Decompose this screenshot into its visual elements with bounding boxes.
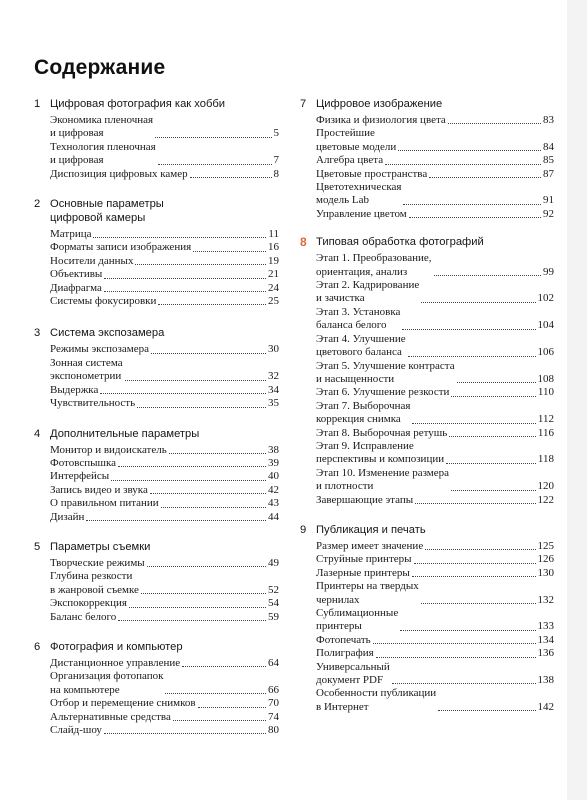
dot-leader [173,720,266,721]
entry-page-number: 35 [268,397,279,410]
entry-title: Слайд-шоу [50,724,102,736]
entry-page-number: 64 [268,656,279,669]
dot-leader [373,643,536,644]
dot-leader [150,493,266,494]
entry-title: Этап 5. Улучшение контраста и насыщенности [316,359,455,385]
toc-column-left [34,97,279,737]
entry-page-number: 24 [268,281,279,294]
toc-entry[interactable] [316,154,554,167]
entry-title: Запись видео и звука [50,483,148,496]
entry-title: Альтернативные средства [50,710,171,723]
dot-leader [118,466,266,467]
dot-leader [151,353,266,354]
dot-leader [376,657,536,658]
entry-page-number: 32 [268,370,279,383]
entry-page-number: 130 [537,566,554,579]
toc-entry[interactable] [50,295,279,308]
toc-entry[interactable] [316,607,554,634]
dot-leader [104,733,266,734]
toc-entry[interactable] [316,567,554,580]
toc-entry[interactable] [316,208,554,221]
dot-leader [104,278,266,279]
toc-entry[interactable] [50,114,279,141]
entry-page-number: 108 [537,372,554,385]
entry-page-number: 39 [268,456,279,469]
entry-title: Глубина резкости в жанровой съемке [50,570,139,596]
entry-page-number: 136 [537,647,554,660]
entry-title: Фотовспышка [50,456,117,469]
dot-leader [161,507,266,508]
chapter-number: 3 [34,327,41,340]
entry-title: О правильном питании [50,497,159,510]
entry-page-number: 40 [268,470,279,483]
chapter-heading[interactable] [34,326,279,340]
dot-leader [429,177,541,178]
chapter-title: Параметры съемки [50,540,151,553]
chapter-entries [50,343,279,410]
entry-title: Физика и физиология цвета [316,114,446,126]
chapter-heading[interactable] [300,235,554,249]
toc-entry[interactable] [50,141,279,168]
dot-leader [135,264,266,265]
entry-title: Принтеры на твердых чернилах [316,580,419,606]
toc-entry[interactable] [50,470,279,483]
entry-page-number: 104 [537,319,554,332]
entry-title: Диафрагма [50,281,102,294]
entry-page-number: 83 [543,114,554,126]
dot-leader [425,549,535,550]
entry-page-number: 99 [543,265,554,278]
entry-page-number: 25 [268,295,279,308]
toc-entry[interactable] [50,711,279,724]
entry-title: Этап 3. Установка баланса белого [316,305,401,332]
chapter-entries [316,540,554,714]
dot-leader [421,302,535,303]
toc-entry[interactable] [50,597,279,610]
toc-entry[interactable] [316,494,554,507]
toc-entry[interactable] [316,333,554,360]
entry-page-number: 43 [268,497,279,510]
entry-title: Технология пленочная и цифровая [50,140,156,167]
dot-leader [111,480,266,481]
dot-leader [385,164,541,165]
entry-page-number: 49 [268,556,279,569]
toc-entry[interactable] [316,661,554,688]
entry-page-number: 106 [537,346,554,359]
dot-leader [398,150,541,151]
chapter-number: 5 [34,540,41,553]
entry-title: Сублимационные принтеры [316,607,399,633]
entry-title: Баланс белого [50,610,117,623]
dot-leader [147,566,266,567]
entry-title: Особенности публикации в Интернет [316,687,437,713]
entry-page-number: 91 [543,194,554,207]
dot-leader [392,683,536,684]
entry-title: Этап 10. Изменение размера и плотности [316,466,450,493]
toc-entry[interactable] [50,657,279,670]
chapter-title: Основные параметры цифровой камеры [50,198,164,225]
entry-page-number: 54 [268,597,279,610]
chapter-title: Публикация и печать [316,523,426,536]
entry-title: Струйные принтеры [316,553,412,566]
entry-page-number: 70 [268,697,279,710]
dot-leader [457,382,536,383]
entry-page-number: 138 [537,674,554,687]
chapter-entries [316,252,554,507]
dot-leader [409,217,541,218]
toc-chapter [34,640,279,737]
toc-entry[interactable] [50,557,279,570]
entry-page-number: 142 [537,700,554,713]
entry-page-number: 112 [537,413,554,426]
entry-page-number: 85 [543,154,554,167]
chapter-title: Система экспозамера [50,327,165,340]
dot-leader [182,666,266,667]
toc-entry[interactable] [316,114,554,127]
toc-entry[interactable] [50,484,279,497]
dot-leader [93,237,266,238]
dot-leader [165,693,266,694]
dot-leader [118,620,266,621]
entry-title: Режимы экспозамера [50,343,149,356]
entry-page-number: 30 [268,343,279,356]
toc-entry[interactable] [316,306,554,333]
entry-page-number: 80 [268,724,279,736]
toc-entry[interactable] [316,634,554,647]
page-edge [567,0,587,800]
chapter-number: 2 [34,198,41,211]
toc-entry[interactable] [316,127,554,154]
entry-title: Дистанционное управление [50,656,181,669]
toc-entry[interactable] [316,540,554,553]
chapter-heading[interactable] [34,97,279,111]
chapter-heading[interactable] [34,427,279,441]
entry-title: Завершающие этапы [316,493,414,506]
entry-title: Этап 2. Кадрирование и зачистка [316,279,420,305]
entry-title: Этап 7. Выборочная коррекция снимка [316,399,411,426]
toc-entry[interactable] [50,611,279,624]
entry-page-number: 102 [537,292,554,305]
chapter-heading[interactable] [34,197,279,225]
entry-title: Цветотехническая модель Lab [316,181,402,207]
chapter-entries [50,228,279,308]
chapter-number: 7 [300,98,307,110]
dot-leader [402,329,535,330]
dot-leader [412,576,536,577]
dot-leader [141,593,266,594]
entry-page-number: 84 [543,140,554,153]
toc-entry[interactable] [316,252,554,279]
entry-page-number: 122 [537,493,554,506]
entry-title: Системы фокусировки [50,295,157,308]
entry-title: Экспокоррекция [50,597,127,610]
toc-entry[interactable] [50,697,279,710]
chapter-title: Дополнительные параметры [50,427,200,440]
toc-chapter [34,97,279,181]
dot-leader [169,453,266,454]
dot-leader [408,356,536,357]
dot-leader [198,707,266,708]
entry-title: Универсальный документ PDF [316,660,390,687]
toc-entry[interactable] [316,427,554,440]
toc-entry[interactable] [50,241,279,254]
chapter-number: 9 [300,523,307,536]
page-title: Содержание [34,56,166,79]
toc-entry[interactable] [50,497,279,510]
toc-entry[interactable] [316,440,554,467]
chapter-entries [316,114,554,221]
entry-title: Лазерные принтеры [316,566,410,579]
chapter-heading[interactable] [34,540,279,554]
dot-leader [415,503,535,504]
entry-title: Размер имеет значение [316,539,424,552]
entry-title: Алгебра цвета [316,154,384,167]
dot-leader [193,251,266,252]
entry-page-number: 125 [537,539,554,552]
toc-entry[interactable] [50,397,279,410]
entry-page-number: 87 [543,167,554,180]
entry-page-number: 11 [268,228,279,241]
dot-leader [449,436,536,437]
entry-page-number: 5 [273,127,279,140]
entry-title: Простейшие цветовые модели [316,127,397,153]
entry-title: Отбор и перемещение снимков [50,697,196,710]
entry-title: Организация фотопапок на компьютере [50,670,164,696]
entry-page-number: 16 [268,241,279,254]
dot-leader [451,490,535,491]
toc-entry[interactable] [316,400,554,427]
chapter-number: 4 [34,427,41,440]
chapter-heading[interactable] [300,97,554,111]
entry-page-number: 118 [537,453,554,466]
dot-leader [86,520,266,521]
chapter-number: 1 [34,98,41,110]
entry-page-number: 116 [537,426,554,439]
dot-leader [104,291,266,292]
entry-page-number: 19 [268,254,279,267]
entry-title: Форматы записи изображения [50,241,192,254]
toc-entry[interactable] [316,553,554,566]
toc-entry[interactable] [50,282,279,295]
chapter-title: Фотография и компьютер [50,640,183,653]
toc-entry[interactable] [50,168,279,181]
toc-entry[interactable] [50,444,279,457]
entry-page-number: 34 [268,383,279,396]
entry-page-number: 44 [268,510,279,523]
entry-title: Диспозиция цифровых камер [50,167,188,180]
chapter-number: 6 [34,640,41,653]
dot-leader [451,396,536,397]
entry-title: Этап 6. Улучшение резкости [316,386,450,399]
entry-page-number: 110 [537,386,554,399]
dot-leader [446,463,536,464]
toc-entry[interactable] [316,279,554,306]
entry-title: Матрица [50,228,92,241]
entry-title: Объективы [50,268,103,281]
dot-leader [414,563,536,564]
entry-page-number: 7 [273,154,279,167]
toc-entry[interactable] [316,181,554,208]
entry-page-number: 59 [268,610,279,623]
toc-chapter [300,235,554,507]
entry-page-number: 8 [273,167,279,180]
toc-chapter [300,523,554,714]
entry-title: Этап 1. Преобразование, ориентация, анализ [316,252,432,278]
chapter-entries [50,114,279,181]
entry-page-number: 120 [537,480,554,493]
entry-title: Чувствительность [50,397,136,410]
entry-page-number: 126 [537,553,554,566]
toc-chapter [300,97,554,221]
toc-entry[interactable] [50,268,279,281]
entry-title: Монитор и видоискатель [50,443,167,456]
dot-leader [448,123,541,124]
toc-chapter [34,427,279,524]
entry-page-number: 92 [543,207,554,220]
entry-page-number: 52 [268,583,279,596]
toc-entry[interactable] [316,647,554,660]
entry-title: Управление цветом [316,207,407,220]
dot-leader [400,630,535,631]
toc-entry[interactable] [316,687,554,714]
chapter-entries [50,557,279,624]
chapter-title: Типовая обработка фотографий [316,236,484,249]
dot-leader [137,407,266,408]
dot-leader [421,603,536,604]
toc-entry[interactable] [316,360,554,387]
dot-leader [438,710,535,711]
entry-title: Дизайн [50,510,85,523]
toc-entry[interactable] [50,228,279,241]
entry-title: Этап 9. Исправление перспективы и композиции [316,439,445,466]
chapter-entries [50,657,279,737]
dot-leader [190,177,272,178]
toc-entry[interactable] [50,511,279,524]
entry-title: Интерфейсы [50,470,110,483]
entry-page-number: 133 [537,620,554,633]
toc-column-right [300,97,554,714]
toc-entry[interactable] [50,457,279,470]
toc-entry[interactable] [50,343,279,356]
toc-entry[interactable] [316,580,554,607]
chapter-number: 8 [300,235,307,250]
entry-title: Зонная система экспонометрии [50,356,123,383]
entry-page-number: 21 [268,268,279,281]
entry-page-number: 132 [537,593,554,606]
entry-title: Выдержка [50,383,99,396]
toc-entry[interactable] [50,357,279,384]
entry-page-number: 66 [268,683,279,696]
chapter-title: Цифровое изображение [316,98,443,110]
toc-entry[interactable] [50,255,279,268]
toc-entry[interactable] [316,168,554,181]
entry-title: Творческие режимы [50,556,145,569]
dot-leader [434,275,542,276]
dot-leader [412,423,535,424]
entry-page-number: 38 [268,443,279,456]
toc-entry[interactable] [316,386,554,399]
chapter-heading[interactable] [34,640,279,654]
dot-leader [155,137,271,138]
chapter-heading[interactable] [300,523,554,537]
chapter-entries [50,444,279,524]
entry-title: Цветовые пространства [316,167,428,180]
entry-title: Экономика пленочная и цифровая [50,114,154,140]
toc-chapter [34,326,279,410]
dot-leader [100,393,266,394]
toc-entry[interactable] [50,384,279,397]
toc-entry[interactable] [50,570,279,597]
toc-entry[interactable] [50,670,279,697]
toc-entry[interactable] [50,724,279,737]
toc-entry[interactable] [316,467,554,494]
chapter-title: Цифровая фотография как хобби [50,98,226,110]
dot-leader [158,164,272,165]
dot-leader [129,607,266,608]
entry-title: Этап 8. Выборочная ретушь [316,426,448,439]
entry-page-number: 134 [537,633,554,646]
dot-leader [403,204,541,205]
entry-page-number: 42 [268,483,279,496]
toc-chapter [34,540,279,624]
entry-title: Этап 4. Улучшение цветового баланса [316,332,406,359]
toc-chapter [34,197,279,308]
dot-leader [125,380,266,381]
dot-leader [158,304,266,305]
entry-title: Фотопечать [316,633,371,646]
entry-title: Полиграфия [316,647,374,660]
entry-title: Носители данных [50,254,134,267]
entry-page-number: 74 [268,710,279,723]
